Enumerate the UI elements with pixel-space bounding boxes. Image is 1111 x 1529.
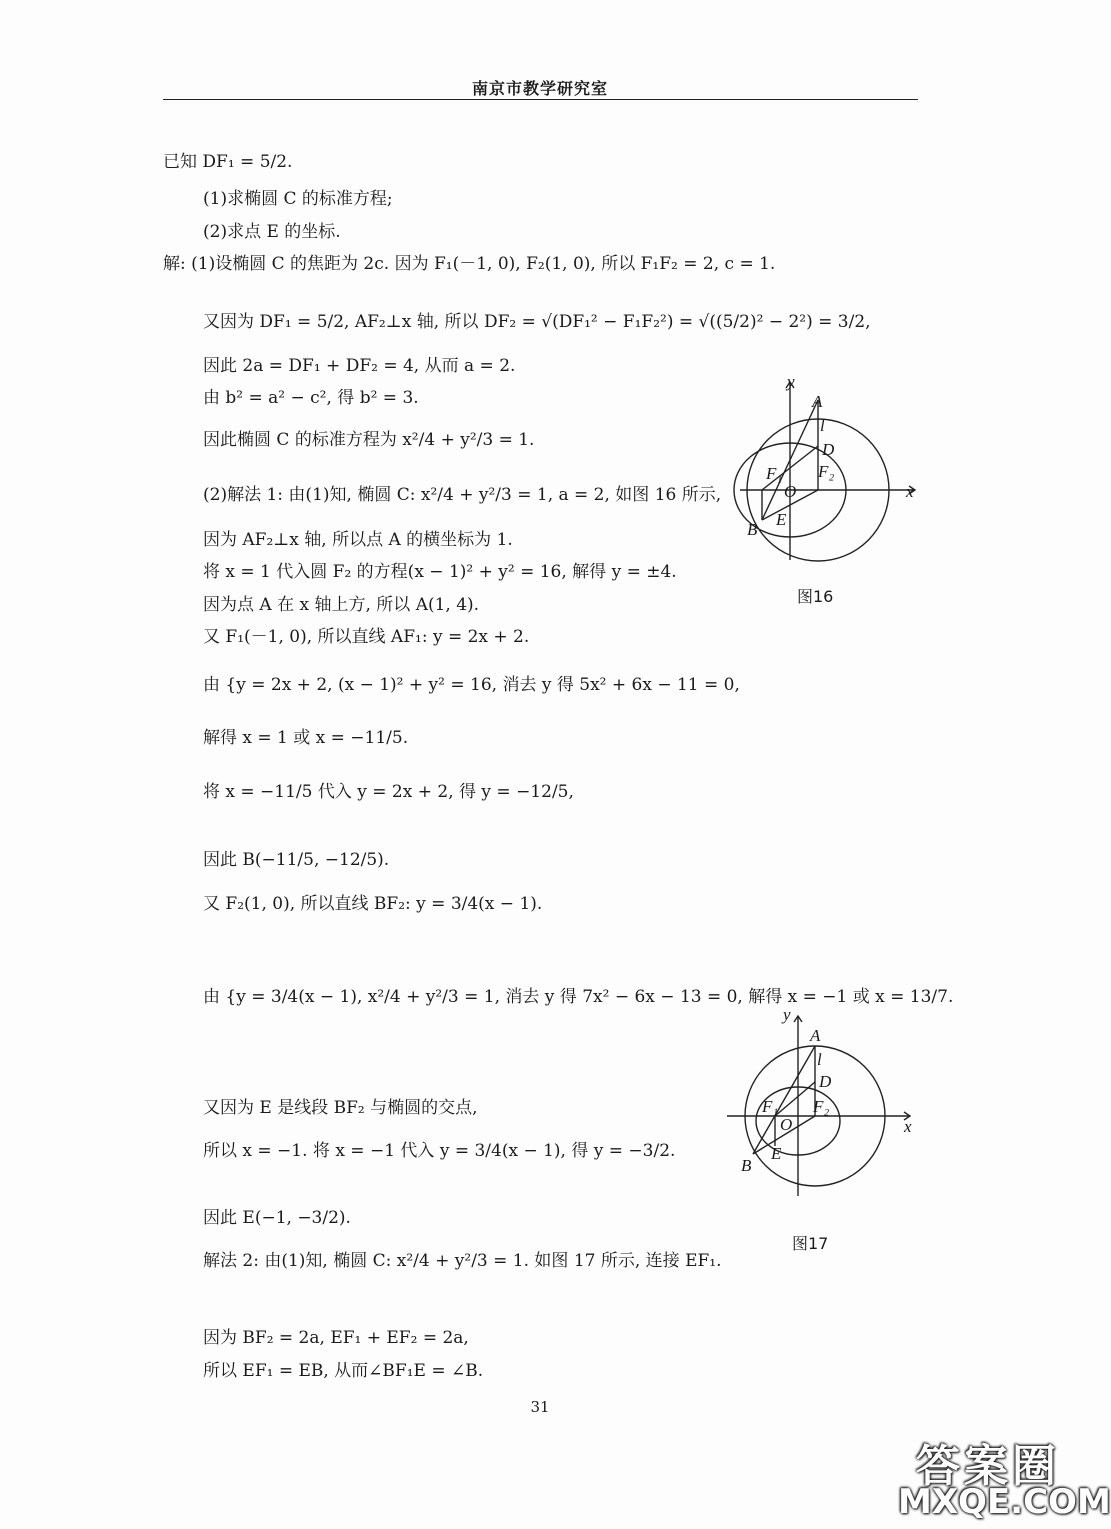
text-line-14: 由 {y = 2x + 2, (x − 1)² + y² = 16, 消去 y 得 5x² + 6x − 11 = 0, [203,675,740,695]
fig17-label-A: A [810,1026,821,1045]
text-line-17: 因此 B(−11/5, −12/5). [203,850,390,870]
fig17-label-F1: F₁ [762,1097,779,1116]
watermark [898,1430,1111,1526]
page-header: 南京市教学研究室 [471,79,608,98]
text-line-6: 因此 2a = DF₁ + DF₂ = 4, 从而 a = 2. [203,356,516,376]
fig16-label-B: B [747,520,758,539]
text-line-8: 因此椭圆 C 的标准方程为 x²/4 + y²/3 = 1. [203,430,535,450]
text-line-10: 因为 AF₂⊥x 轴, 所以点 A 的横坐标为 1. [203,530,513,550]
fig16-label-x: x [906,482,914,501]
fig16-label-E: E [776,510,787,529]
fig16-label-D: D [822,440,835,459]
text-line-25: 所以 EF₁ = EB, 从而∠BF₁E = ∠B. [203,1361,484,1381]
fig17-label-F2: F₂ [813,1097,830,1116]
fig17-label-E: E [771,1144,782,1163]
text-line-12: 因为点 A 在 x 轴上方, 所以 A(1, 4). [203,595,480,615]
fig16-label-F1: F₁ [766,464,783,483]
fig16-label-A: A [812,392,823,411]
watermark-line2: MXQE.COM [898,1482,1111,1522]
fig17-label-l: l [817,1050,822,1069]
fig16-label-y: y [787,372,795,391]
fig17-label-B: B [741,1156,752,1175]
text-line-19: 由 {y = 3/4(x − 1), x²/4 + y²/3 = 1, 消去 y 得 7x² − 6x − 13 = 0, 解得 x = −1 或 x = 13/7. [203,987,954,1007]
fig16-label-F2: F₂ [818,462,835,481]
text-line-4: 解: (1)设椭圆 C 的焦距为 2c. 因为 F₁(－1, 0), F₂(1, 0), 所以 F₁F₂ = 2, c = 1. [163,254,776,274]
text-line-11: 将 x = 1 代入圆 F₂ 的方程(x − 1)² + y² = 16, 解得 y = ±4. [203,562,677,582]
fig17-label-O: O [780,1115,793,1134]
fig16-label-l: l [820,416,825,435]
text-line-5: 又因为 DF₁ = 5/2, AF₂⊥x 轴, 所以 DF₂ = √(DF₁² − F₁F₂²) = √((5/2)² − 2²) = 3/2, [203,312,871,332]
text-line-16: 将 x = −11/5 代入 y = 2x + 2, 得 y = −12/5, [203,782,574,802]
text-line-13: 又 F₁(－1, 0), 所以直线 AF₁: y = 2x + 2. [203,627,530,647]
text-line-9: (2)解法 1: 由(1)知, 椭圆 C: x²/4 + y²/3 = 1, a = 2, 如图 16 所示, [203,485,722,505]
text-line-2: (1)求椭圆 C 的标准方程; [203,189,393,209]
text-line-18: 又 F₂(1, 0), 所以直线 BF₂: y = 3/4(x − 1). [203,894,543,914]
text-line-7: 由 b² = a² − c², 得 b² = 3. [203,388,419,408]
text-line-1: 已知 DF₁ = 5/2. [163,152,293,172]
text-line-3: (2)求点 E 的坐标. [203,222,341,242]
page-number: 31 [530,1398,550,1416]
fig17-label-y: y [783,1005,791,1024]
fig17-caption: 图17 [792,1234,829,1253]
text-line-24: 因为 BF₂ = 2a, EF₁ + EF₂ = 2a, [203,1328,469,1348]
text-line-20: 又因为 E 是线段 BF₂ 与椭圆的交点, [203,1098,478,1118]
fig17-label-D: D [819,1072,832,1091]
fig16-label-O: O [784,482,797,501]
text-line-22: 因此 E(−1, −3/2). [203,1208,351,1228]
fig17-label-x: x [904,1117,912,1136]
text-line-15: 解得 x = 1 或 x = −11/5. [203,728,409,748]
header-rule [163,99,918,100]
watermark-line1: 答案圈 [916,1441,1060,1492]
text-line-21: 所以 x = −1. 将 x = −1 代入 y = 3/4(x − 1), 得 y = −3/2. [203,1141,676,1161]
text-line-23: 解法 2: 由(1)知, 椭圆 C: x²/4 + y²/3 = 1. 如图 17 所示, 连接 EF₁. [203,1251,722,1271]
fig16-caption: 图16 [797,587,834,606]
